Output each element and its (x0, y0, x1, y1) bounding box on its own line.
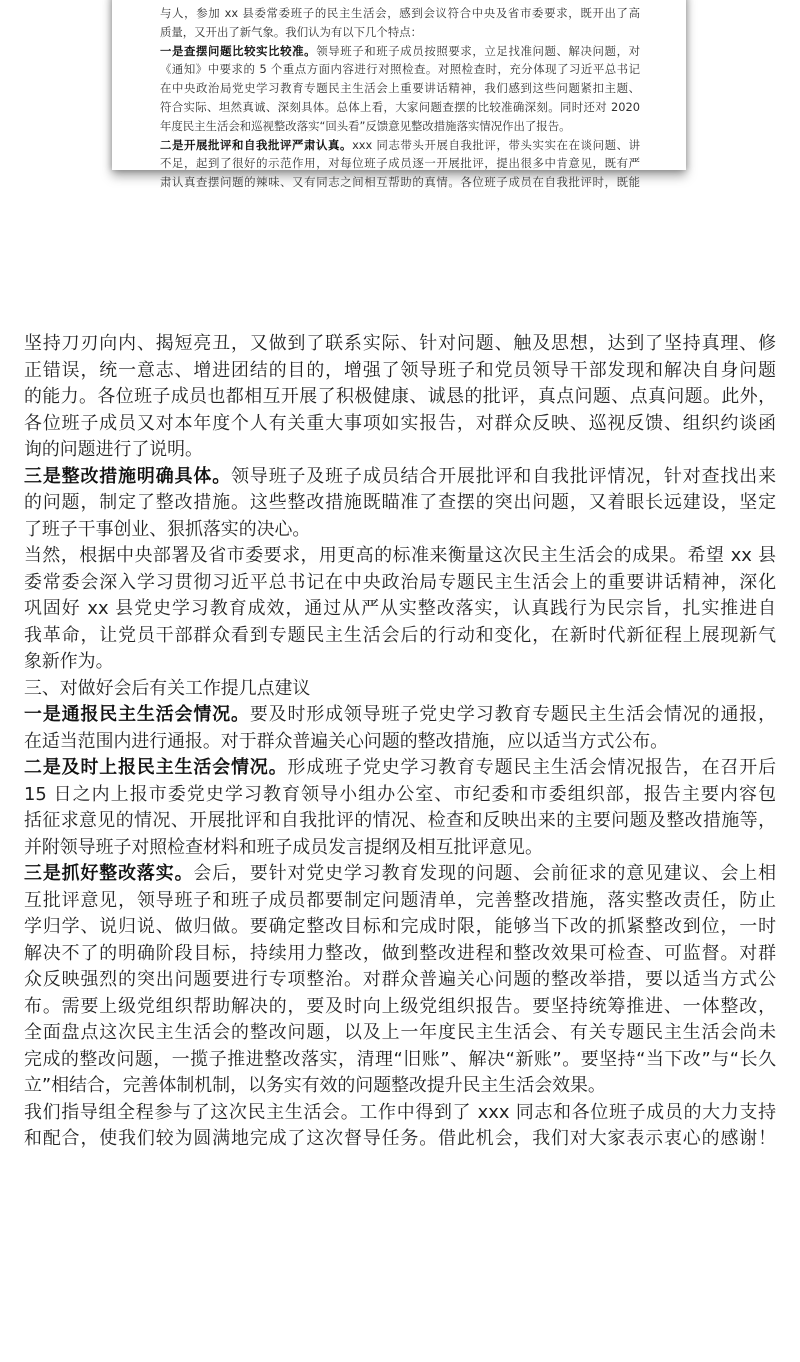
text-line (24, 755, 776, 782)
line-text: 在中央政治局党史学习教育专题民主生活会上重要讲话精神，我们感到这些问题紧扣主题、 (160, 81, 640, 96)
paragraph (24, 543, 776, 676)
line-text: 肃认真查摆问题的辣味、又有同志之间相互帮助的真情。各位班子成员在自我批评时，既能 (160, 175, 640, 190)
text-line (24, 543, 776, 570)
line-text: 坚持刀刃向内、揭短亮丑，又做到了联系实际、针对问题、触及思想，达到了坚持真理、修 (24, 333, 776, 354)
text-line (24, 1020, 776, 1047)
line-text: 的能力。各位班子成员也都相互开展了积极健康、诚恳的批评，真点问题、点真问题。此外， (24, 386, 776, 407)
line-text: 领导班子和班子成员按照要求，立足找准问题、解决问题，对 (316, 43, 640, 58)
line-text: 会后，要针对党史学习教育发现的问题、会前征求的意见建议、会上相 (193, 863, 776, 884)
text-line (24, 941, 776, 968)
text-line (24, 1073, 776, 1100)
text-line (24, 702, 776, 729)
line-text: 形成班子党史学习教育专题民主生活会情况报告，在召开后 (287, 757, 776, 778)
line-text: 三、对做好会后有关工作提几点建议 (24, 677, 311, 699)
line-text: 在适当范围内进行通报。对于群众普遍关心问题的整改措施，应以适当方式公布。 (24, 730, 669, 752)
line-text: 当然，根据中央部署及省市委要求，用更高的标准来衡量这次民主生活会的成果。希望 xx 县 (24, 545, 776, 566)
line-text: 布。需要上级党组织帮助解决的，要及时向上级党组织报告。要坚持统筹推进、一体整改， (24, 995, 776, 1017)
paragraph-lead: 三是抓好整改落实。 (24, 863, 194, 884)
line-text: 领导班子及班子成员结合开展批评和自我批评情况，针对查找出来 (231, 465, 776, 487)
text-line (24, 570, 776, 597)
text-line (24, 835, 776, 862)
paragraph (24, 755, 776, 861)
line-text: 象新作为。 (24, 651, 114, 672)
text-line (24, 1126, 776, 1153)
text-line (24, 517, 776, 544)
text-line (24, 782, 776, 809)
paragraph (24, 702, 776, 755)
line-text: 和配合，使我们较为圆满地完成了这次督导任务。借此机会，我们对大家表示衷心的感谢！ (24, 1128, 776, 1149)
text-line (24, 967, 776, 994)
text-line (24, 861, 776, 888)
text-line (24, 729, 776, 756)
paragraph (24, 464, 776, 544)
line-text: 符合实际、坦然真诚、深刻具体。总体上看，大家问题查摆的比较准确深刻。同时还对 2020 (160, 99, 640, 114)
line-text: 完成的整改问题，一揽子推进整改落实，清理“旧账”、解决“新账”。要坚持“当下改”与“长久 (24, 1048, 776, 1070)
paragraph-lead: 二是及时上报民主生活会情况。 (24, 757, 288, 778)
text-line (160, 23, 640, 42)
text-line (24, 1100, 776, 1127)
paragraph-lead: 一是通报民主生活会情况。 (24, 704, 250, 725)
text-line (24, 994, 776, 1021)
preview-card-text (160, 4, 640, 192)
line-text: 各位班子成员又对本年度个人有关重大事项如实报告，对群众反映、巡视反馈、组织约谈函 (24, 412, 776, 434)
line-text: 解决不了的明确阶段目标，持续用力整改，做到整改进程和整改效果可检查、可监督。对群 (24, 942, 776, 964)
text-line (24, 490, 776, 517)
line-text: 《通知》中要求的 5 个重点方面内容进行对照检查。对照检查时，充分体现了习近平总书记 (160, 62, 640, 77)
line-text: 了班子干事创业、狠抓落实的决心。 (24, 518, 311, 540)
text-line (24, 649, 776, 676)
text-line (24, 888, 776, 915)
line-text: 学归学、说归说、做归做。要确定整改目标和完成时限，能够当下改的抓紧整改到位，一时 (24, 916, 776, 937)
paragraph (24, 676, 776, 703)
line-text: 正错误，统一意志、增进团结的目的，增强了领导班子和党员领导干部发现和解决自身问题 (24, 359, 776, 381)
line-text: 众反映强烈的突出问题要进行专项整治。对群众普遍关心问题的整改举措，要以适当方式公 (24, 969, 776, 990)
paragraph (24, 1100, 776, 1153)
line-text: 15 日之内上报市委党史学习教育领导小组办公室、市纪委和市委组织部，报告主要内容包 (24, 783, 776, 805)
text-line (160, 4, 640, 23)
line-text: 询的问题进行了说明。 (24, 439, 203, 460)
text-line (24, 623, 776, 650)
line-text: xxx 同志带头开展自我批评，带头实实在在谈问题、讲 (352, 137, 640, 152)
text-line (160, 79, 640, 98)
document-body (24, 331, 776, 1153)
line-text: 我们指导组全程参与了这次民主生活会。工作中得到了 xxx 同志和各位班子成员的大力支持 (24, 1101, 776, 1123)
text-line (24, 914, 776, 941)
line-text: 与人，参加 xx 县委常委班子的民主生活会，感到会议符合中央及省市委要求，既开出了高 (160, 6, 640, 20)
line-text: 委常委会深入学习贯彻习近平总书记在中央政治局专题民主生活会上的重要讲话精神，深化 (24, 571, 776, 593)
line-text: 括征求意见的情况、开展批评和自我批评的情况、检查和反映出来的主要问题及整改措施等， (24, 810, 776, 831)
line-text: 互批评意见，领导班子和班子成员都要制定问题清单，完善整改措施，落实整改责任，防止 (24, 889, 776, 911)
text-line (24, 358, 776, 385)
paragraph-lead: 三是整改措施明确具体。 (24, 465, 232, 487)
document-preview-card (112, 0, 686, 190)
text-line (160, 42, 640, 61)
line-text: 不足，起到了很好的示范作用，对每位班子成员逐一开展批评，提出很多中肯意见，既有严 (160, 156, 640, 171)
text-line (160, 60, 640, 79)
line-text: 全面盘点这次民主生活会的整改问题，以及上一年度民主生活会、有关专题民主生活会尚未 (24, 1022, 776, 1043)
text-line (24, 331, 776, 358)
line-text: 巩固好 xx 县党史学习教育成效，通过从严从实整改落实，认真践行为民宗旨，扎实推进自 (24, 598, 776, 619)
text-line (160, 173, 640, 192)
text-line (160, 117, 640, 136)
paragraph-lead: 二是开展批评和自我批评严肃认真。 (160, 137, 353, 152)
line-text: 并附领导班子对照检查材料和班子成员发言提纲及相互批评意见。 (24, 836, 543, 858)
text-line (24, 384, 776, 411)
paragraph-lead: 一是查摆问题比较实比较准。 (160, 43, 317, 58)
paragraph (24, 861, 776, 1100)
text-line (24, 676, 776, 703)
text-line (24, 464, 776, 491)
text-line (160, 136, 640, 155)
line-text: 年度民主生活会和巡视整改落实“回头看”反馈意见整改措施落实情况作出了报告。 (160, 118, 571, 133)
text-line (160, 98, 640, 117)
line-text: 立”相结合，完善体制机制，以务实有效的问题整改提升民主生活会效果。 (24, 1075, 606, 1096)
paragraph (160, 42, 640, 136)
text-line (24, 411, 776, 438)
line-text: 质量，又开出了新气象。我们认为有以下几个特点： (160, 24, 422, 39)
paragraph (24, 331, 776, 464)
text-line (24, 437, 776, 464)
paragraph (160, 4, 640, 42)
text-line (160, 154, 640, 173)
line-text: 要及时形成领导班子党史学习教育专题民主生活会情况的通报， (249, 704, 776, 725)
text-line (24, 596, 776, 623)
line-text: 的问题，制定了整改措施。这些整改措施既瞄准了查摆的突出问题，又着眼长远建设，坚定 (24, 492, 776, 513)
text-line (24, 1047, 776, 1074)
text-line (24, 808, 776, 835)
paragraph (160, 136, 640, 192)
line-text: 我革命，让党员干部群众看到专题民主生活会后的行动和变化，在新时代新征程上展现新气 (24, 624, 776, 646)
